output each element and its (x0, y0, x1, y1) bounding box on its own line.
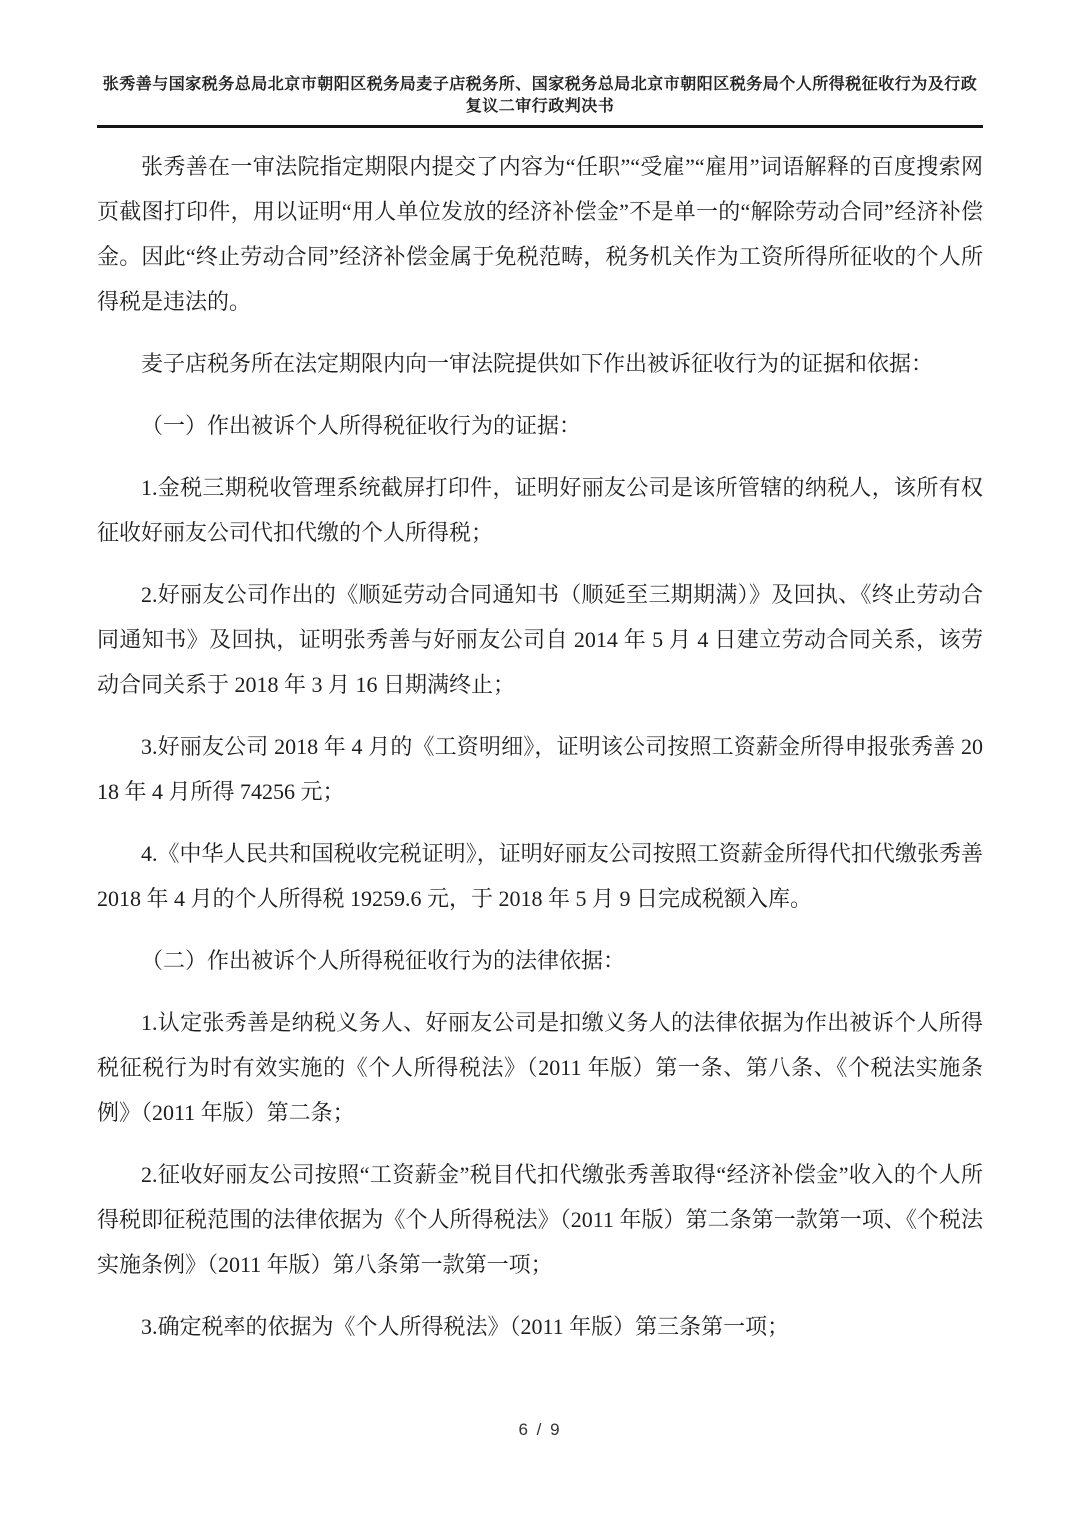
header-rule (97, 125, 983, 128)
document-body (97, 144, 983, 1349)
paragraph-evidence-item-1: 1.金税三期税收管理系统截屏打印件，证明好丽友公司是该所管辖的纳税人，该所有权征收好丽友公司代扣代缴的个人所得税； (97, 475, 983, 545)
paragraph-tax-office-submission: 麦子店税务所在法定期限内向一审法院提供如下作出被诉征收行为的证据和依据： (141, 351, 934, 376)
document-title: 张秀善与国家税务总局北京市朝阳区税务局麦子店税务所、国家税务总局北京市朝阳区税务局个人所得税征收行为及行政复议二审行政判决书 (102, 76, 978, 115)
paragraph-legal-basis-item-3: 3.确定税率的依据为《个人所得税法》（2011 年版）第三条第一项； (141, 1314, 790, 1339)
paragraph-section-1-heading: （一）作出被诉个人所得税征收行为的证据： (141, 413, 582, 438)
page-footer (0, 1420, 1080, 1440)
paragraph-evidence-item-2: 2.好丽友公司作出的《顺延劳动合同通知书（顺延至三期期满）》及回执、《终止劳动合同通知书》及回执，证明张秀善与好丽友公司自 2014 年 5 月 4 日建立劳动合同关系，该劳动合同关系于 2018 年 3 月 16 日期满终止； (97, 582, 983, 697)
paragraph-section-2-heading: （二）作出被诉个人所得税征收行为的法律依据： (141, 948, 626, 973)
paragraph-evidence-item-3: 3.好丽友公司 2018 年 4 月的《工资明细》，证明该公司按照工资薪金所得申报张秀善 2018 年 4 月所得 74256 元； (97, 734, 983, 804)
paragraph-legal-basis-item-1: 1.认定张秀善是纳税义务人、好丽友公司是扣缴义务人的法律依据为作出被诉个人所得税征税行为时有效实施的《个人所得税法》（2011 年版）第一条、第八条、《个税法实施条例》（2011 年版）第二条； (97, 1010, 983, 1125)
paragraph-legal-basis-item-2: 2.征收好丽友公司按照“工资薪金”税目代扣代缴张秀善取得“经济补偿金”收入的个人所得税即征税范围的法律依据为《个人所得税法》（2011 年版）第二条第一款第一项、《个税法实施条例》（2011 年版）第八条第一款第一项； (97, 1162, 983, 1277)
paragraph-plaintiff-evidence-argument: 张秀善在一审法院指定期限内提交了内容为“任职”“受雇”“雇用”词语解释的百度搜索网页截图打印件，用以证明“用人单位发放的经济补偿金”不是单一的“解除劳动合同”经济补偿金。因此“终止劳动合同”经济补偿金属于免税范畴，税务机关作为工资所得所征收的个人所得税是违法的。 (97, 154, 983, 314)
document-header (97, 74, 983, 128)
paragraph-evidence-item-4: 4.《中华人民共和国税收完税证明》，证明好丽友公司按照工资薪金所得代扣代缴张秀善 2018 年 4 月的个人所得税 19259.6 元，于 2018 年 5 月 9 日完成税额入库。 (97, 841, 983, 911)
page-number: 6 / 9 (518, 1420, 562, 1439)
